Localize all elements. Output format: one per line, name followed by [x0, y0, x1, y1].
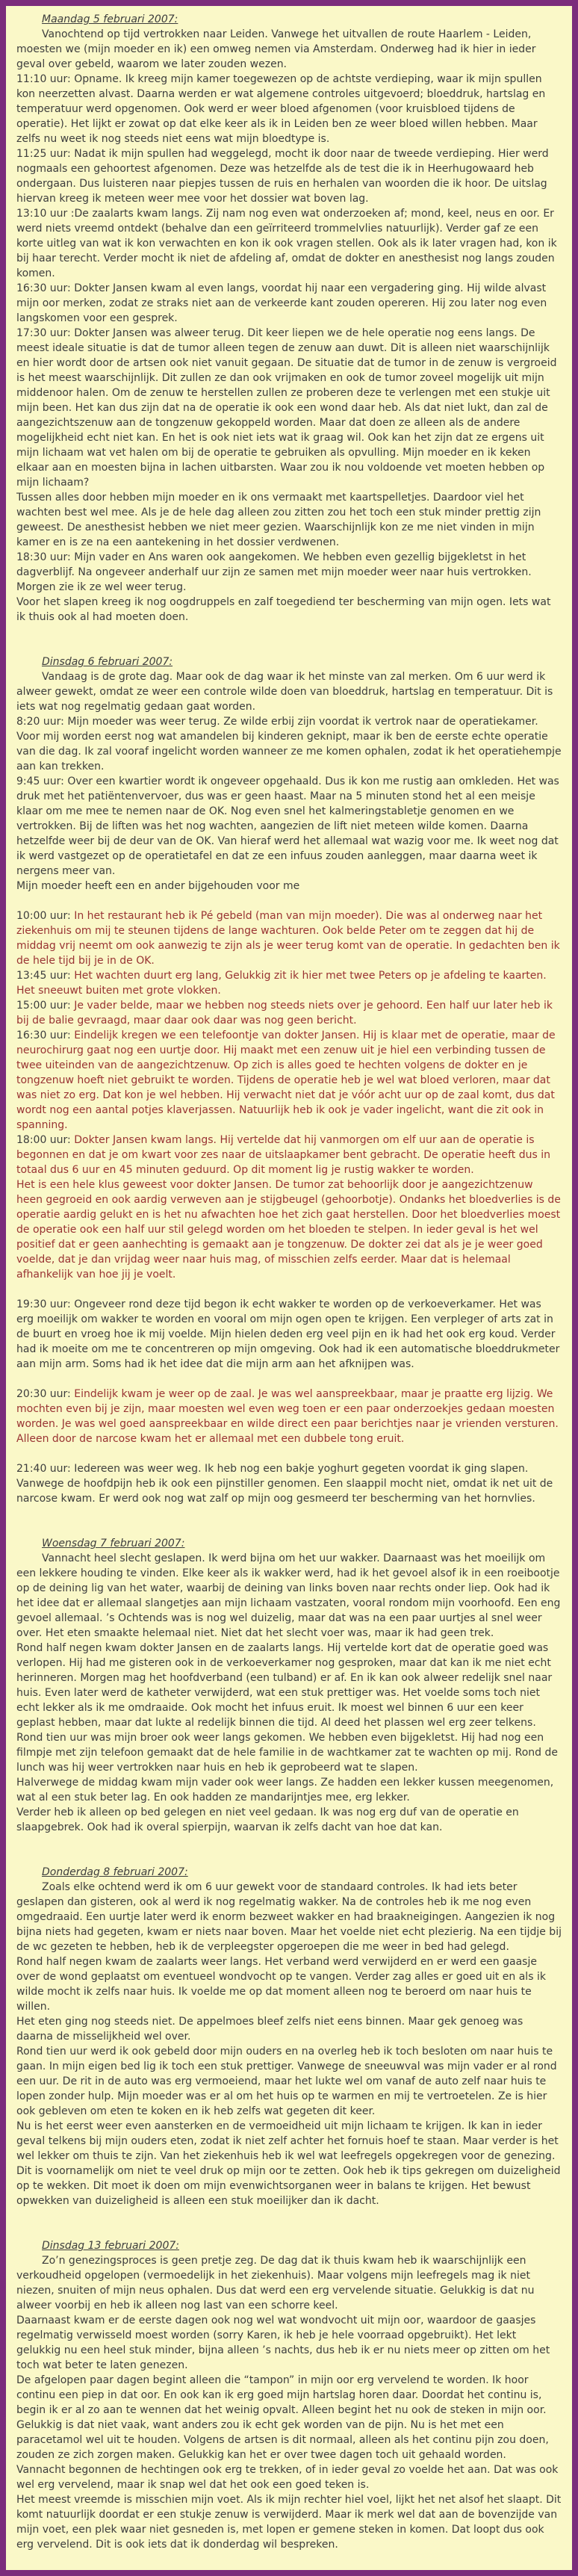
- diary-paragraph: [16, 1775, 562, 1805]
- diary-paragraph: [16, 1133, 562, 1177]
- diary-text: Het eten ging nog steeds niet. De appelmoes bleef zelfs niet eens binnen. Maar gek genoeg was daarna de misselijkheid wel over.: [16, 2016, 523, 2043]
- diary-text: Daarnaast kwam er de eerste dagen ook nog wel wat wondvocht uit mijn oor, waardoor de gaasjes regelmatig verwisseld moest worden (sorry Karen, ik heb je hele voorraad opgebruikt). Het lekt gelukkig nu een heel stuk minder, bijna alleen ’s nachts, dus heb ik er nu niets meer op zitten om het toch wat beter te laten genezen.: [16, 2315, 550, 2371]
- time-label: 11:25 uur:: [16, 148, 75, 160]
- diary-paragraph: [16, 968, 562, 998]
- mother-log-text: Eindelijk kregen we een telefoontje van dokter Jansen. Hij is klaar met de operatie, maar de neurochirurg gaat nog een uurtje door. Hij maakt met een zenuw uit je hiel een verbinding tussen de twee uiteinden van de aangezichtzenuw. Op zich is alles goed te hechten volgens de dokter en je tongzenuw hoeft niet gebruikt te worden. Tijdens de operatie heb je wel wat bloed verloren, maar dat was niet zo erg. Dat kon je wel hebben. Hij verwacht niet dat je vóór acht uur op de zaal komt, dus dat wordt nog een aantal potjes klaverjassen. Natuurlijk heb ik ook je vader ingelicht, want die zit ook in spanning.: [16, 1030, 556, 1131]
- mother-log-text: Het wachten duurt erg lang, Gelukkig zit ik hier met twee Peters op je afdeling te kaarten. Het sneeuwt buiten met grote vlokken.: [16, 970, 547, 997]
- time-label: 17:30 uur:: [16, 327, 75, 339]
- diary-paragraph: [16, 146, 562, 206]
- diary-entry: [16, 654, 562, 1506]
- diary-paragraph: [16, 595, 562, 625]
- diary-paragraph: [16, 1028, 562, 1133]
- diary-paragraph: [16, 206, 562, 281]
- time-label: 19:30 uur:: [16, 1298, 75, 1310]
- diary-text: Dokter Jansen was alweer terug. Dit keer liepen we de hele operatie nog eens langs. De meest ideale situatie is dat de tumor alleen tegen de zenuw aan duwt. Dit is alleen niet waarschijnlijk en hier wordt door de artsen ook niet vanuit gegaan. De situatie dat de tumor in de zenuw is vergroeid is het meest waarschijnlijk. Dit zullen ze dan ook vrijmaken en ook de tumor zoveel mogelijk uit mijn middenoor halen. Om de zenuw te herstellen zullen ze proberen deze te verlengen met een stukje uit mijn been. Het kan dus zijn dat na de operatie ik ook een wond daar heb. Als dat niet lukt, dan zal de aangezichtszenuw aan de tongzenuw gekoppeld worden. Maar dat doen ze alleen als de andere mogelijkheid echt niet kan. En het is ook niet iets wat ik graag wil. Ook kan het zijn dat ze ergens uit mijn lichaam wat vet halen om bij de operatie te gebruiken als opvulling. Mijn moeder en ik keken elkaar aan en moesten bijna in lachen uitbarsten. Waar zou ik nou voldoende vet moeten hebben op mijn lichaam?: [16, 327, 557, 489]
- diary-paragraph: [16, 998, 562, 1028]
- diary-text: Nu is het eerst weer even aansterken en de vermoeidheid uit mijn lichaam te krijgen. Ik kan in ieder geval telkens bij mijn ouders eten, zodat ik niet zelf achter het fornuis hoef te staan. Maar verder is het wel lekker om thuis te zijn. Van het ziekenhuis heb ik wel wat leefregels opgekregen voor de genezing. Dit is voornamelijk om niet te veel druk op mijn oor te zetten. Ook heb ik tips gekregen om duizeligheid op te wekken. Dit moet ik doen om mijn evenwichtsorganen weer in balans te krijgen. Het bewust opwekken van duizeligheid is alleen een stuk moeilijker dan ik dacht.: [16, 2120, 561, 2207]
- diary-paragraph: [16, 326, 562, 490]
- time-label: 13:10 uur :: [16, 208, 75, 220]
- diary-paragraph: [16, 1297, 562, 1372]
- diary-text: Vannacht heel slecht geslapen. Ik werd bijna om het uur wakker. Daarnaast was het moeilijk om een lekkere houding te vinden. Elke keer als ik wakker werd, had ik het gevoel alsof ik in een roeibootje op de deining lig van het water, waarbij de deining van links boven naar rechts onder liep. Ook had ik het idee dat er allemaal slangetjes aan mijn lichaam vastzaten, vooral rondom mijn voorhoofd. Een eng gevoel allemaal. ’s Ochtends was is nog wel duizelig, maar dat was na een paar uurtjes al snel weer over. Het eten smaakte helemaal niet. Niet dat het slecht voer was, maar ik had geen trek.: [16, 1552, 561, 1639]
- time-label: 13:45 uur:: [16, 970, 75, 982]
- diary-text: De afgelopen paar dagen begint alleen die “tampon” in mijn oor erg vervelend te worden. Ik hoor continu een piep in dat oor. En ook kan ik erg goed mijn hartslag horen daar. Doordat het continu is, begin ik er al zo aan te wennen dat het weinig opvalt. Alleen begint het nu ook de steken in mijn oor. Gelukkig is dat niet vaak, want anders zou ik echt gek worden van de pijn. Nu is het met een paracetamol wel uit te houden. Volgens de artsen is dit normaal, alleen als het continu pijn zou doen, zouden ze zich zorgen maken. Gelukkig kan het er over twee dagen toch uit gehaald worden.: [16, 2374, 549, 2461]
- diary-text: Het meest vreemde is misschien mijn voet. Als ik mijn rechter hiel voel, lijkt het net alsof het slaapt. Dit komt natuurlijk doordat er een stukje zenuw is verwijderd. Maar ik merk wel dat aan de bovenzijde van mijn voet, een plek waar niet gesneden is, met lopen er gemene steken in komen. Dat loopt dus ook erg vervelend. Dit is ook iets dat ik donderdag wil bespreken.: [16, 2494, 562, 2551]
- diary-paragraph: [16, 879, 562, 894]
- diary-text: Rond half negen kwam de zaalarts weer langs. Het verband werd verwijderd en er werd een gaasje over de wond geplaatst om eventueel wondvocht op te vangen. Verder zag alles er goed uit en als ik wilde mocht ik zelfs naar huis. Ik voelde me op dat moment alleen nog te beroerd om naar huis te willen.: [16, 1956, 546, 2013]
- time-label: 11:10 uur:: [16, 73, 75, 85]
- diary-text: Vandaag is de grote dag. Maar ook de dag waar ik het minste van zal merken. Om 6 uur werd ik alweer gewekt, omdat ze weer een controle wilde doen van bloeddruk, hartslag en temperatuur. Dit is iets wat nog regelmatig gedaan gaat worden.: [16, 671, 553, 713]
- diary-paragraph: [16, 1805, 562, 1835]
- diary-paragraph: [16, 1177, 562, 1282]
- diary-paragraph: [16, 1880, 562, 1954]
- diary-paragraph: [16, 1387, 562, 1446]
- diary-paragraph: [16, 2462, 562, 2492]
- time-label: 15:00 uur:: [16, 1000, 75, 1012]
- diary-text: Mijn vader en Ans waren ook aangekomen. We hebben even gezellig bijgekletst in het dagverblijf. Na ongeveer anderhalf uur zijn ze samen met mijn moeder weer naar huis vertrokken. Morgen zie ik ze wel weer terug.: [16, 551, 532, 593]
- diary-paragraph: [16, 1461, 562, 1506]
- mother-log-text: Eindelijk kwam je weer op de zaal. Je was wel aanspreekbaar, maar je praatte erg lijzig. We mochten even bij je zijn, maar moesten wel even weg toen er een paar onderzoekjes gedaan moesten worden. Je was wel goed aanspreekbaar en wilde direct een paar berichtjes naar je vrienden versturen. Alleen door de narcose kwam het er allemaal met een dubbele tong eruit.: [16, 1388, 559, 1445]
- time-label: 18:00 uur:: [16, 1134, 75, 1146]
- diary-text: Zoals elke ochtend werd ik om 6 uur gewekt voor de standaard controles. Ik had iets beter geslapen dan gisteren, ook al werd ik nog regelmatig wakker. Na de controles heb ik me nog even omgedraaid. Een uurtje later werd ik enorm bezweet wakker en had braakneigingen. Aangezien ik nog bijna niets had gegeten, kwam er niets naar boven. Maar het voelde niet echt plezierig. Na een tijdje bij de wc gezeten te hebben, heb ik de verpleegster opgeroepen die me weer in bed had gelegd.: [16, 1881, 562, 1953]
- diary-text: Rond half negen kwam dokter Jansen en de zaalarts langs. Hij vertelde kort dat de operatie goed was verlopen. Hij had me gisteren ook in de verkoeverkamer nog gesproken, maar dat kan ik me niet echt herinneren. Morgen mag het hoofdverband (een tulband) er af. En ik kan ook alweer redelijk snel naar huis. Even later werd de katheter verwijderd, wat een stuk prettiger was. Het voelde soms toch niet echt lekker als ik me omdraaide. Ook mocht het infuus eruit. Ik moest wel binnen 6 uur een keer geplast hebben, maar dat lukte al redelijk binnen die tijd. Al deed het plassen wel erg zeer telkens.: [16, 1642, 553, 1729]
- diary-paragraph: [16, 714, 562, 774]
- diary-text: Halverwege de middag kwam mijn vader ook weer langs. Ze hadden een lekker kussen meegenomen, wat al een stuk beter lag. En ook hadden ze mandarijntjes mee, erg lekker.: [16, 1777, 554, 1803]
- diary-paragraph: [16, 2044, 562, 2119]
- mother-log-text: Het is een hele klus geweest voor dokter Jansen. De tumor zat behoorlijk door je aangezichtzenuw heen gegroeid en ook aardig verweven aan je stijgbeugel (gehoorbotje). Ondanks het bloedverlies is de operatie aardig gelukt en is het nu afwachten hoe het zich gaat herstellen. Door het bloedverlies moest de operatie ook een half uur stil gelegd worden om het bloeden te stelpen. In ieder geval is het wel positief dat er geen aanhechting is gemaakt aan je tongzenuw. De dokter zei dat als je je weer goed voelde, dat je dan vrijdag weer naar huis mag, of misschien zelfs eerder. Maar dat is helemaal afhankelijk van hoe jij je voelt.: [16, 1179, 561, 1281]
- diary-text: Vanochtend op tijd vertrokken naar Leiden. Vanwege het uitvallen de route Haarlem - Leiden, moesten we (mijn moeder en ik) een omweg nemen via Amsterdam. Onderweg had ik hier in ieder geval over gebeld, waarom we later zouden wezen.: [16, 28, 536, 70]
- time-label: 21:40 uur:: [16, 1463, 75, 1475]
- mother-log-text: In het restaurant heb ik Pé gebeld (man van mijn moeder). Die was al onderweg naar het ziekenhuis om mij te steunen tijdens de lange wachturen. Ook belde Peter om te zeggen dat hij de middag vrij neemt om ook aanwezig te zijn als je weer terug komt van de operatie. In gedachten ben ik de hele tijd bij je in de OK.: [16, 910, 560, 967]
- diary-paragraph: [16, 669, 562, 714]
- diary-paragraph: [16, 2492, 562, 2552]
- diary-text: Dokter Jansen kwam al even langs, voordat hij naar een vergadering ging. Hij wilde alvast mijn oor merken, zodat ze straks niet aan de verkeerde kant zouden opereren. Hij zou later nog even langskomen voor een gesprek.: [16, 282, 547, 324]
- diary-text: Iedereen was weer weg. Ik heb nog een bakje yoghurt gegeten voordat ik ging slapen. Vanwege de hoofdpijn heb ik ook een pijnstiller genomen. Een slaappil mocht niet, omdat ik net uit de narcose kwam. Er werd ook nog wat zalf op mijn oog gesmeerd ter bescherming van het hornvlies.: [16, 1463, 553, 1505]
- diary-entry: [16, 1536, 562, 1835]
- diary-paragraph: [16, 1954, 562, 2014]
- entry-date-heading: Donderdag 8 februari 2007:: [42, 1866, 188, 1878]
- diary-entry: [16, 12, 562, 625]
- diary-entry: [16, 2238, 562, 2552]
- diary-text: Mijn moeder was weer terug. Ze wilde erbij zijn voordat ik vertrok naar de operatiekamer. Voor mij worden eerst nog wat amandelen bij kinderen geknipt, maar ik ben de eerste echte operatie van die dag. Ik zal vooraf ingelicht worden wanneer ze me komen ophalen, zodat ik het operatiehempje aan kan trekken.: [16, 716, 562, 773]
- diary-paragraph: [16, 550, 562, 595]
- time-label: 20:30 uur:: [16, 1388, 75, 1400]
- time-label: 9:45 uur:: [16, 775, 68, 787]
- diary-entry: [16, 1865, 562, 2208]
- diary-paragraph: [16, 2313, 562, 2373]
- entry-date-heading: Dinsdag 13 februari 2007:: [42, 2240, 179, 2252]
- diary-text: Zo’n genezingsproces is geen pretje zeg. De dag dat ik thuis kwam heb ik waarschijnlijk een verkoudheid opgelopen (vermoedelijk in het ziekenhuis). Maar volgens mijn leefregels mag ik niet niezen, snuiten of mijn neus ophalen. Dus dat werd een erg vervelende situatie. Gelukkig is dat nu alweer voorbij en heb ik alleen nog last van een schorre keel.: [16, 2255, 535, 2312]
- diary-text: Rond tien uur werd ik ook gebeld door mijn ouders en na overleg heb ik toch besloten om naar huis te gaan. In mijn eigen bed lig ik toch een stuk prettiger. Vanwege de sneeuwval was mijn vader er al rond een uur. De rit in de auto was erg vermoeiend, maar het lukte wel om vanaf de auto zelf naar huis te lopen zonder hulp. Mijn moeder was er al om het huis op te warmen en mij te vertroetelen. Ze is hier ook gebleven om eten te koken en ik heb zelfs wat gegeten dit keer.: [16, 2046, 557, 2117]
- entry-date-heading: Maandag 5 februari 2007:: [42, 13, 178, 25]
- diary-paragraph: [16, 490, 562, 550]
- entry-date-heading: Woensdag 7 februari 2007:: [42, 1538, 185, 1549]
- time-label: 8:20 uur:: [16, 716, 68, 728]
- diary-paragraph: [16, 72, 562, 146]
- diary-text: De zaalarts kwam langs. Zij nam nog even wat onderzoeken af; mond, keel, neus en oor. Er werd niets vreemd ontdekt (behalve dan een geïrriteerd trommelvlies natuurlijk). Verder gaf ze een korte uitleg van wat ik kon verwachten en kon ik ook vragen stellen. Ook als ik later vragen had, kon ik bij haar terecht. Verder mocht ik niet de afdeling af, omdat de dokter en anesthesist nog langs zouden komen.: [16, 208, 557, 279]
- diary-paragraph: [16, 281, 562, 326]
- diary-text: Vannacht begonnen de hechtingen ook erg te trekken, of in ieder geval zo voelde het aan. Dat was ook wel erg vervelend, maar ik snap wel dat het ook een goed teken is.: [16, 2464, 559, 2491]
- diary-text: Rond tien uur was mijn broer ook weer langs gekomen. We hebben even bijgekletst. Hij had nog een filmpje met zijn telefoon gemaakt dat de hele familie in de wachtkamer zat te wachten op mij. Rond de lunch was hij weer vertrokken naar huis en heb ik geprobeerd wat te slapen.: [16, 1732, 559, 1774]
- mother-log-text: Je vader belde, maar we hebben nog steeds niets over je gehoord. Een half uur later heb ik bij de balie gevraagd, maar daar ook daar was nog geen bericht.: [16, 1000, 553, 1027]
- diary-paragraph: [16, 2373, 562, 2462]
- diary-paragraph: [16, 1641, 562, 1730]
- diary-paragraph: [16, 1730, 562, 1775]
- diary-paragraph: [16, 2253, 562, 2313]
- time-label: 10:00 uur:: [16, 910, 75, 922]
- diary-paragraph: [16, 908, 562, 968]
- diary-text: Tussen alles door hebben mijn moeder en ik ons vermaakt met kaartspelletjes. Daardoor viel het wachten best wel mee. Als je de hele dag alleen zou zitten zou het toch een stuk minder prettig zijn geweest. De anesthesist hebben we niet meer gezien. Waarschijnlijk kon ze me niet vinden in mijn kamer en is ze na een aantekening in het dossier verdwenen.: [16, 492, 541, 548]
- diary-paragraph: [16, 2119, 562, 2208]
- diary-paragraph: [16, 1551, 562, 1641]
- time-label: 18:30 uur:: [16, 551, 75, 563]
- diary-paragraph: [16, 2014, 562, 2044]
- diary-text: Opname. Ik kreeg mijn kamer toegewezen op de achtste verdieping, waar ik mijn spullen kon neerzetten alvast. Daarna werden er wat algemene controles uitgevoerd; bloeddruk, hartslag en temperatuur werd opgenomen. Ook werd er weer bloed afgenomen (voor kruisbloed tijdens de operatie). Het lijkt er zowat op dat elke keer als ik in Leiden ben ze weer bloed willen hebben. Maar zelfs nu weet ik nog steeds niet eens wat mijn bloedtype is.: [16, 73, 546, 145]
- time-label: 16:30 uur:: [16, 1030, 75, 1041]
- diary-text: Ongeveer rond deze tijd begon ik echt wakker te worden op de verkoeverkamer. Het was erg moeilijk om wakker te worden en vooral om mijn ogen open te krijgen. Een verpleger of arts zat in de buurt en vroeg hoe ik mij voelde. Mijn hielen deden erg veel pijn en ik had het ook erg koud. Verder had ik moeite om me te concentreren op mijn omgeving. Ook had ik een automatische bloeddrukmeter aan mijn arm. Soms had ik het idee dat die mijn arm aan het afknijpen was.: [16, 1298, 560, 1370]
- diary-text: Over een kwartier wordt ik ongeveer opgehaald. Dus ik kon me rustig aan omkleden. Het was druk met het patiëntenvervoer, dus was er geen haast. Maar na 5 minuten stond het al een meisje klaar om me mee te nemen naar de OK. Nog even snel het kalmeringstabletje genomen en we vertrokken. Bij de liften was het nog wachten, aangezien de lift niet meteen wilde komen. Daarna hetzelfde weer bij de deur van de OK. Van hieraf werd het allemaal wat wazig voor me. Ik weet nog dat ik werd vastgezet op de operatietafel en dat ze een infuus zouden aanleggen, maar daarna weet ik nergens meer van.: [16, 775, 559, 877]
- diary-text: Nadat ik mijn spullen had weggelegd, mocht ik door naar de tweede verdieping. Hier werd nogmaals een gehoortest afgenomen. Deze was hetzelfde als de test die ik in Heerhugowaard heb ondergaan. Dus luisteren naar piepjes tussen de ruis en herhalen van woorden die ik hoor. De uitslag hiervan kreeg ik meteen weer mee voor het dossier wat boven lag.: [16, 148, 549, 205]
- time-label: 16:30 uur:: [16, 282, 75, 294]
- diary-paragraph: [16, 774, 562, 879]
- diary-text: Verder heb ik alleen op bed gelegen en niet veel gedaan. Ik was nog erg duf van de operatie en slaapgebrek. Ook had ik overal spierpijn, waarvan ik zelfs dacht van hoe dat kan.: [16, 1806, 519, 1833]
- entry-date-heading: Dinsdag 6 februari 2007:: [42, 656, 173, 668]
- diary-text: Mijn moeder heeft een en ander bijgehouden voor me: [16, 880, 300, 892]
- diary-text: Voor het slapen kreeg ik nog oogdruppels en zalf toegediend ter bescherming van mijn ogen. Iets wat ik thuis ook al had moeten doen.: [16, 596, 551, 623]
- mother-log-text: Dokter Jansen kwam langs. Hij vertelde dat hij vanmorgen om elf uur aan de operatie is begonnen en dat je om kwart voor zes naar de uitslaapkamer bent gebracht. De operatie heeft dus in totaal dus 6 uur en 45 minuten geduurd. Op dit moment lig je rustig wakker te worden.: [16, 1134, 550, 1176]
- diary-paragraph: [16, 27, 562, 72]
